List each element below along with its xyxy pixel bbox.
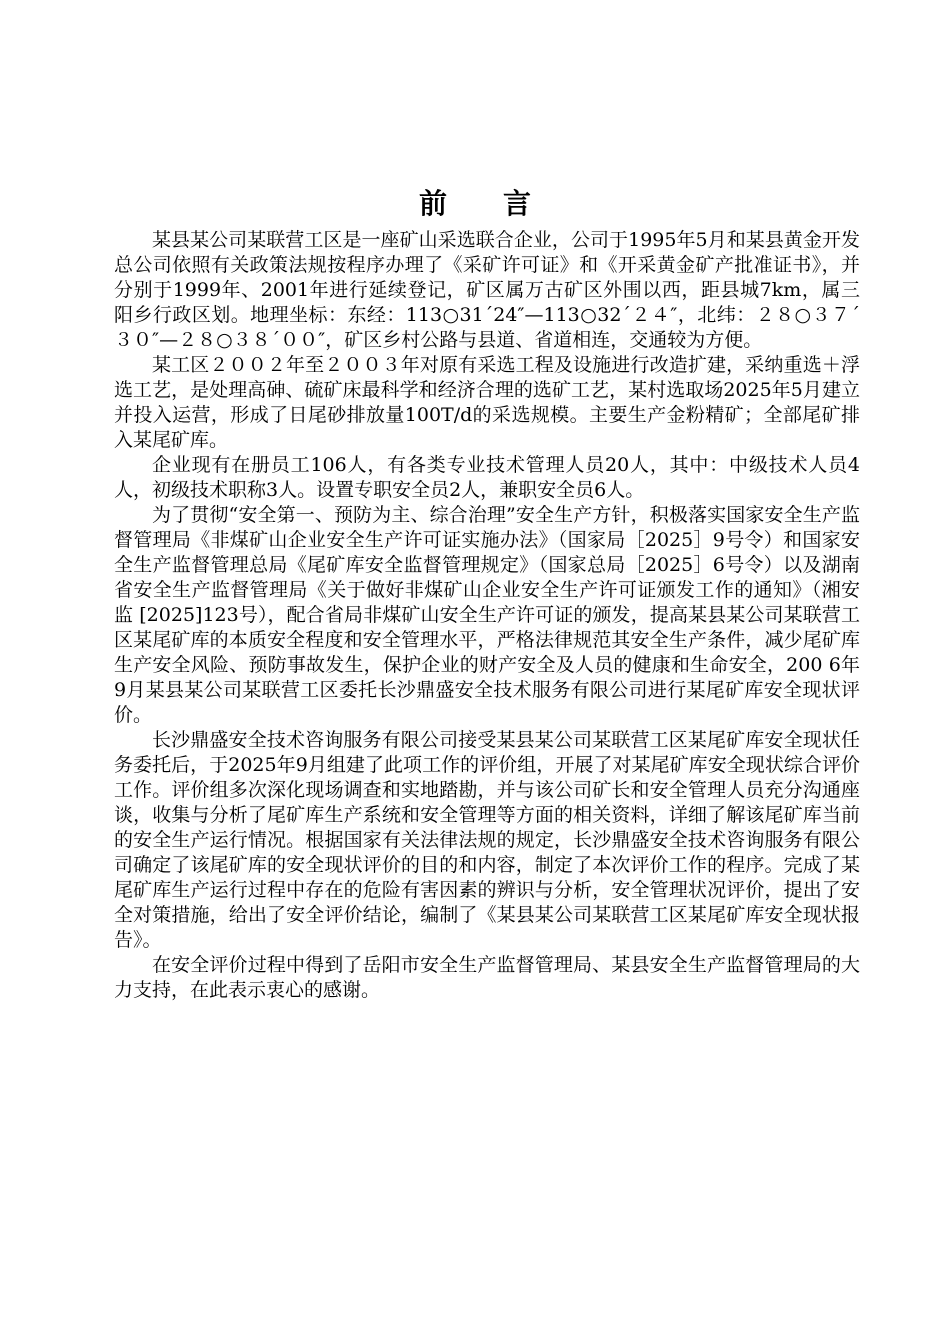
paragraph-acknowledgement: 在安全评价过程中得到了岳阳市安全生产监督管理局、某县安全生产监督管理局的大力支持，在此表示衷心的感谢。 (114, 954, 860, 1001)
paragraph-renovation: 某工区２００２年至２００３年对原有采选工程及设施进行改造扩建，采纳重选＋浮选工艺，是处理高砷、硫矿床最科学和经济合理的选矿工艺，某村选取场2025年5月建立并投入运营，形成了日尾砂排放量100T/d的采选规模。主要生产金粉精矿；全部尾矿排入某尾矿库。 (114, 354, 860, 451)
page-title: 前言 (418, 187, 587, 220)
paragraph-policy: 为了贯彻“安全第一、预防为主、综合治理”安全生产方针，积极落实国家安全生产监督管理局《非煤矿山企业安全生产许可证实施办法》（国家局［2025］9号令）和国家安全生产监督管理总局《尾矿库安全监督管理规定》（国家总局［2025］6号令）以及湖南省安全生产监督管理局《关于做好非煤矿山企业安全生产许可证颁发工作的通知》（湘安监 [2025]123号），配合省局非煤矿山安全生产许可证的颁发，提高某县某公司某联营工区某尾矿库的本质安全程度和安全管理水平，严格法律规范其安全生产条件，减少尾矿库生产安全风险、预防事故发生，保护企业的财产安全及人员的健康和生命安全，200 6年9月某县某公司某联营工区委托长沙鼎盛安全技术服务有限公司进行某尾矿库安全现状评价。 (114, 504, 860, 726)
paragraph-intro: 某县某公司某联营工区是一座矿山采选联合企业，公司于1995年5月和某县黄金开发总公司依照有关政策法规按程序办理了《采矿许可证》和《开采黄金矿产批准证书》，并分别于1999年、2001年进行延续登记，矿区属万古矿区外围以西，距县城7km，属三阳乡行政区划。地理坐标：东经：113○31΄24″—113○32΄２４″，北纬：２８○３７΄３０″—２８○３８΄００″，矿区乡村公路与县道、省道相连，交通较为方便。 (114, 229, 860, 351)
document-body (114, 228, 860, 1003)
paragraph-staff: 企业现有在册员工106人，有各类专业技术管理人员20人，其中：中级技术人员4人，初级技术职称3人。设置专职安全员2人，兼职安全员6人。 (114, 454, 860, 501)
paragraph-evaluation: 长沙鼎盛安全技术咨询服务有限公司接受某县某公司某联营工区某尾矿库安全现状任务委托后，于2025年9月组建了此项工作的评价组，开展了对某尾矿库安全现状综合评价工作。评价组多次深化现场调查和实地踏勘，并与该公司矿长和安全管理人员充分沟通座谈，收集与分析了尾矿库生产系统和安全管理等方面的相关资料，详细了解该尾矿库当前的安全生产运行情况。根据国家有关法律法规的规定，长沙鼎盛安全技术咨询服务有限公司确定了该尾矿库的安全现状评价的目的和内容，制定了本次评价工作的程序。完成了某尾矿库生产运行过程中存在的危险有害因素的辨识与分析，安全管理状况评价，提出了安全对策措施，给出了安全评价结论，编制了《某县某公司某联营工区某尾矿库安全现状报告》。 (114, 729, 860, 951)
